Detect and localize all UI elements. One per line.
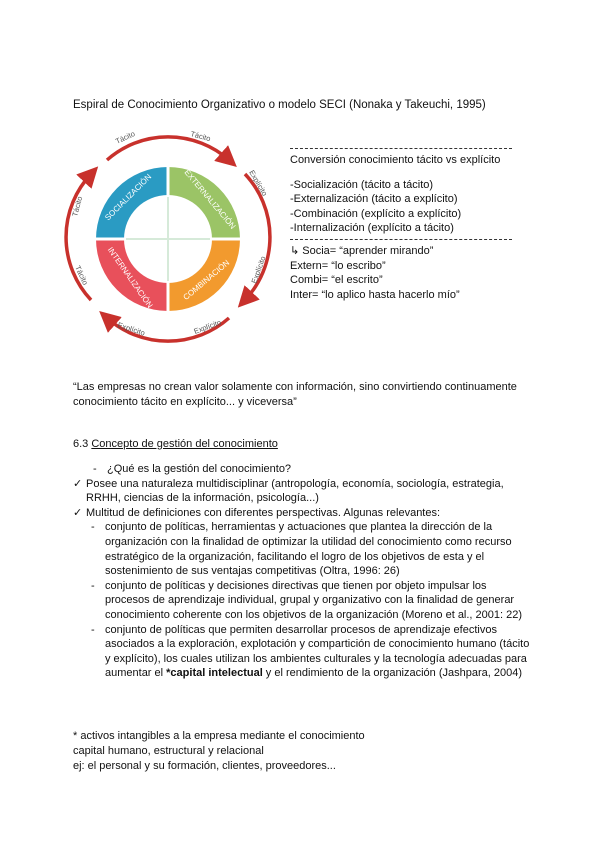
segment-socializacion [96,167,168,239]
definition-item: - conjunto de políticas que permiten desarrollar procesos de aprendizaje efectivos asociados a la exploración, explotación y compartición de conocimiento humano (tácito y explícito), los cuales utilizan los ambientes culturales y la tecnología adecuadas para aumentar el *capital intelectual y el rendimiento de la organización (Jashpara, 2004) [73,623,533,681]
outer-label-left-lower: Tácito [73,264,90,287]
capital-intelectual-term: *capital intelectual [166,667,263,680]
question-text: ¿Qué es la gestión del conocimiento? [107,463,292,475]
outer-label-right-upper: Explícito [247,168,270,198]
check-item [73,477,533,506]
note-extern: Extern= “lo escribo” [290,259,386,272]
outer-label-top-left: Tácito [114,129,137,146]
quote: “Las empresas no crean valor solamente con información, sino convirtiendo continuamente conocimiento tácito en explícito... y viceversa” [73,381,517,408]
dashed-divider [290,239,512,240]
outer-label-right-lower: Explícito [249,254,268,285]
outer-label-bottom-left: Explícito [116,320,147,338]
footnote-line: * activos intangibles a la empresa mediante el conocimiento [73,730,365,742]
segment-label-internalizacion: INTERNALIZACIÓN [105,245,155,310]
outer-label-left-upper: Tácito [70,195,85,218]
segment-label-combinacion: COMBINACIÓN [181,258,232,302]
note-combi: Combi= “el escrito” [290,274,383,287]
question-item: - ¿Qué es la gestión del conocimiento? [93,463,292,475]
page-title: Espiral de Conocimiento Organizativo o modelo SECI (Nonaka y Takeuchi, 1995) [73,99,486,111]
definition-text: conjunto de políticas que permiten desarrollar procesos de aprendizaje efectivos asociados a la exploración, explotación y compartición de conocimiento humano (tácito y explícito), los cuales utilizan los ambientes culturales y la tecnología adecuadas para aumentar el *capital intelectual y el rendimiento de la organización (Jashpara, 2004) [105,623,530,680]
section-title: Concepto de gestión del conocimiento [91,438,278,450]
mode-combinacion: -Combinación (explícito a explícito) [290,207,462,220]
outer-label-top-right: Tácito [189,129,212,144]
definition-text: conjunto de políticas, herramientas y actuaciones que plantea la dirección de la organización con la finalidad de optimizar la utilidad del conocimiento como recurso estratégico de la organización, facilitando el logro de los objetivos de esta y el sostenimiento de sus ventajas competitivas (Oltra, 1996: 26) [105,521,512,578]
seci-diagram [55,122,280,360]
mode-internalizacion: -Internalización (explícito a tácito) [290,222,454,235]
outer-label-bottom-right: Explícito [192,317,223,336]
segment-label-externalizacion: EXTERNALIZACIÓN [182,167,238,231]
dashed-divider [290,148,512,149]
check-text: Multitud de definiciones con diferentes perspectivas. Algunas relevantes: [86,506,441,519]
section-number: 6.3 [73,438,89,450]
definition-item: - conjunto de políticas y decisiones directivas que tienen por objeto impulsar los procesos de aprendizaje individual, grupal y organizativo con la finalidad de generar conocimiento coherente con los objetivos de la organización (Moreno et al., 2001: 22) [73,579,533,623]
definition-text: conjunto de políticas y decisiones directivas que tienen por objeto impulsar los procesos de aprendizaje individual, grupal y organizativo con la finalidad de generar conocimiento coherente con los objetivos de la organización (Moreno et al., 2001: 22) [105,579,523,621]
footnote-line: ej: el personal y su formación, clientes, proveedores... [73,760,336,772]
check-item [73,506,533,521]
seci-summary [290,145,512,302]
footnote [73,729,365,774]
note-inter: Inter= “lo aplico hasta hacerlo mío” [290,288,460,301]
section-heading [73,438,278,450]
check-text: Posee una naturaleza multidisciplinar (antropología, economía, sociología, estrategia, RRHH, ciencias de la información, psicología...) [86,477,504,505]
checkmark-icon: ✓ [73,477,83,490]
mode-socializacion: -Socialización (tácito a tácito) [290,178,434,191]
note-socia: ↳ Socia= “aprender mirando” [290,244,434,257]
segment-label-socializacion: SOCIALIZACIÓN [103,172,154,223]
checkmark-icon: ✓ [73,506,83,519]
summary-heading: Conversión conocimiento tácito vs explícito [290,154,501,166]
definition-item: - conjunto de políticas, herramientas y actuaciones que plantea la dirección de la organización con la finalidad de optimizar la utilidad del conocimiento como recurso estratégico de la organización, facilitando el logro de los objetivos de esta y el sostenimiento de sus ventajas competitivas (Oltra, 1996: 26) [73,520,533,578]
footnote-line: capital humano, estructural y relacional [73,745,264,757]
mode-externalizacion: -Externalización (tácito a explícito) [290,193,458,206]
section-content [73,462,533,681]
